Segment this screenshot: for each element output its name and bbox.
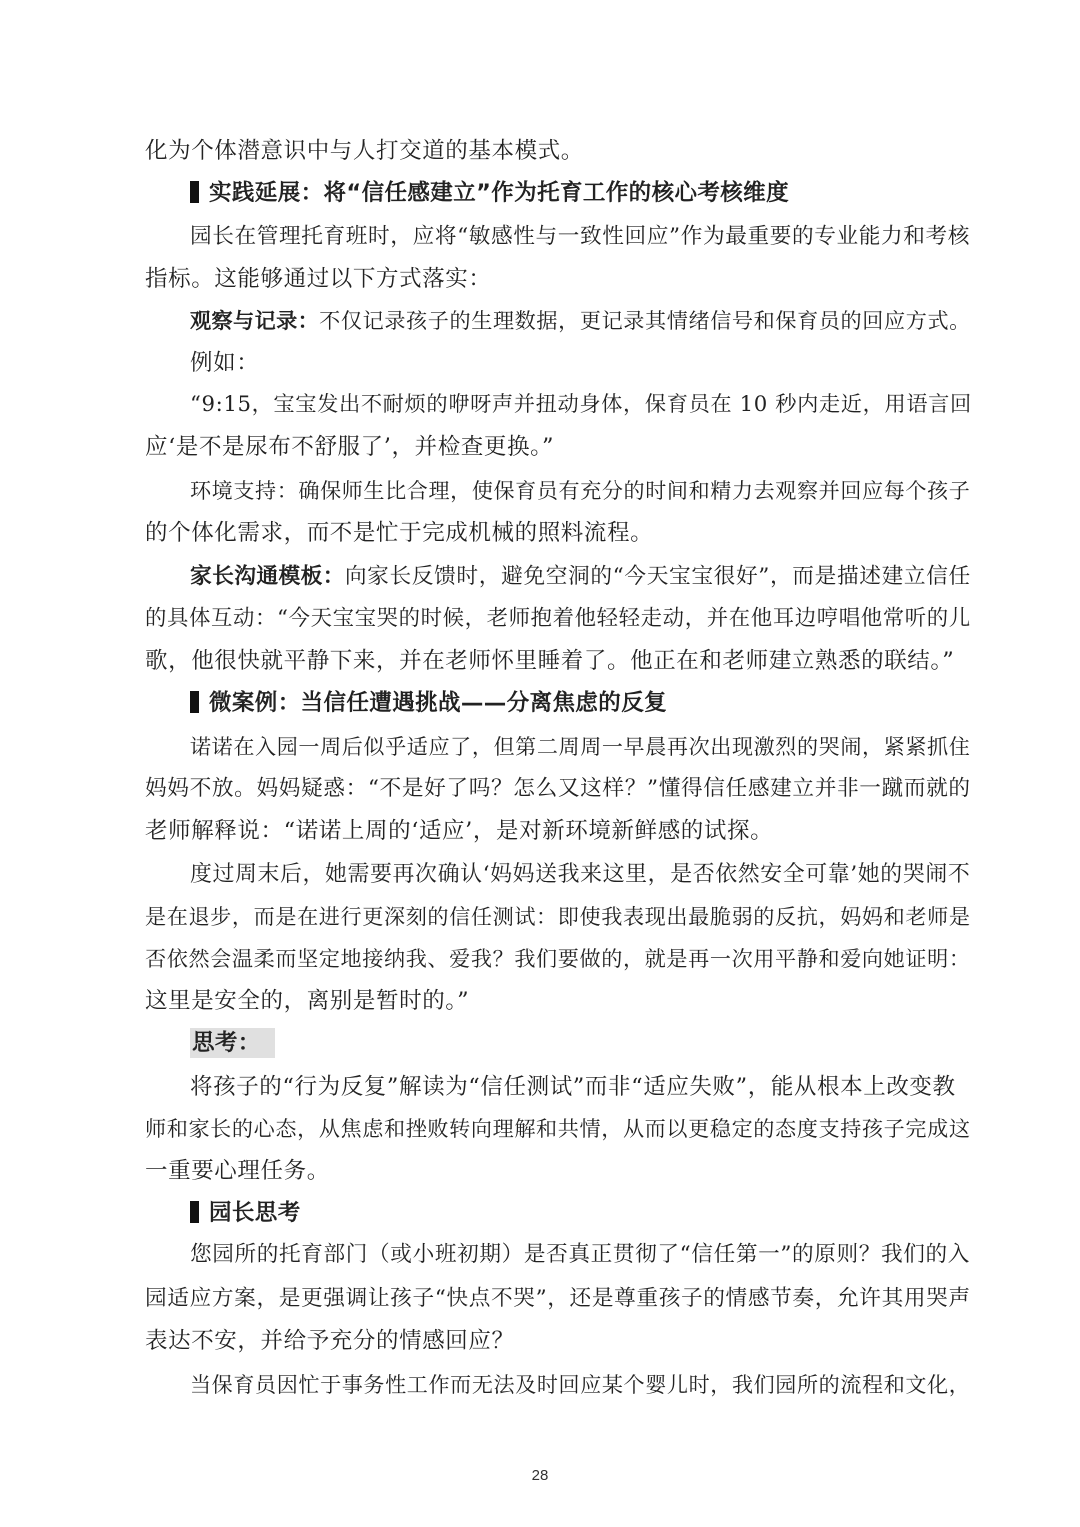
paragraph-line: 您园所的托育部门（或小班初期）是否真正贯彻了“信任第一”的原则？我们的入 [190,1242,971,1267]
page-number: 28 [531,1467,549,1484]
parent-communication-line [190,562,971,592]
paragraph-line: 环境支持：确保师生比合理，使保育员有充分的时间和精力去观察并回应每个孩子 [190,478,971,503]
paragraph-line: 是在退步，而是在进行更深刻的信任测试：即使我表现出最脆弱的反抗，妈妈和老师是 [145,904,971,929]
paragraph-line: 园长在管理托育班时，应将“敏感性与一致性回应”作为最重要的专业能力和考核 [190,224,971,249]
observation-label: 观察与记录： [190,308,320,333]
observation-line [190,306,971,336]
paragraph-line: 将孩子的“行为反复”解读为“信任测试”而非“适应失败”，能从根本上改变教 [190,1074,956,1100]
section-heading-micro-case [190,688,667,718]
paragraph-line: 表达不安，并给予充分的情感回应？ [145,1328,515,1354]
heading-marker-icon [190,181,199,203]
parent-communication-label: 家长沟通模板： [190,564,345,589]
heading-marker-icon [190,1201,199,1223]
parent-communication-text: 向家长反馈时，避免空洞的“今天宝宝很好”，而是描述建立信任 [344,564,971,589]
paragraph-line: 老师解释说：“诺诺上周的‘适应’，是对新环境新鲜感的试探。 [145,818,774,844]
paragraph-line: 一重要心理任务。 [145,1158,330,1184]
paragraph-line: 否依然会温柔而坚定地接纳我、爱我？我们要做的，就是再一次用平静和爱向她证明： [145,946,971,971]
quote-line: 应‘是不是尿布不舒服了’，并检查更换。” [145,434,555,460]
paragraph-line: 这里是安全的，离别是暂时的。” [145,988,470,1014]
heading-text: 园长思考 [209,1200,301,1226]
section-heading-practice [190,178,789,208]
observation-text: 不仅记录孩子的生理数据，更记录其情绪信号和保育员的回应方式。 [319,308,971,333]
paragraph-line: 的个体化需求，而不是忙于完成机械的照料流程。 [145,520,654,546]
reflection-label: 思考： [190,1028,275,1058]
paragraph-line: 的具体互动：“今天宝宝哭的时候，老师抱着他轻轻走动，并在他耳边哼唱他常听的儿 [145,606,971,631]
heading-marker-icon [190,691,199,713]
reflection-label-line [190,1028,275,1058]
paragraph-line: 当保育员因忙于事务性工作而无法及时回应某个婴儿时，我们园所的流程和文化， [190,1372,971,1397]
heading-text: 实践延展：将“信任感建立”作为托育工作的核心考核维度 [209,180,789,206]
paragraph-line: 度过周末后，她需要再次确认‘妈妈送我来这里，是否依然安全可靠’她的哭闹不 [190,862,971,887]
paragraph-line: 化为个体潜意识中与人打交道的基本模式。 [145,138,584,164]
paragraph-line: 妈妈不放。妈妈疑惑：“不是好了吗？怎么又这样？”懂得信任感建立并非一蹴而就的 [145,776,971,801]
paragraph-line: 园适应方案，是更强调让孩子“快点不哭”，还是尊重孩子的情感节奏，允许其用哭声 [145,1286,971,1311]
paragraph-line: 歌，他很快就平静下来，并在老师怀里睡着了。他正在和老师建立熟悉的联结。” [145,648,955,674]
paragraph-line: 师和家长的心态，从焦虑和挫败转向理解和共情，从而以更稳定的态度支持孩子完成这 [145,1116,971,1141]
paragraph-line: 例如： [190,350,260,376]
heading-text: 微案例：当信任遭遇挑战——分离焦虑的反复 [209,690,668,716]
section-heading-principal [190,1198,301,1228]
paragraph-line: 诺诺在入园一周后似乎适应了，但第二周周一早晨再次出现激烈的哭闹，紧紧抓住 [190,734,971,759]
quote-line: “9:15，宝宝发出不耐烦的咿呀声并扭动身体，保育员在 10 秒内走近，用语言回 [190,392,972,417]
paragraph-line: 指标。这能够通过以下方式落实： [145,266,492,292]
